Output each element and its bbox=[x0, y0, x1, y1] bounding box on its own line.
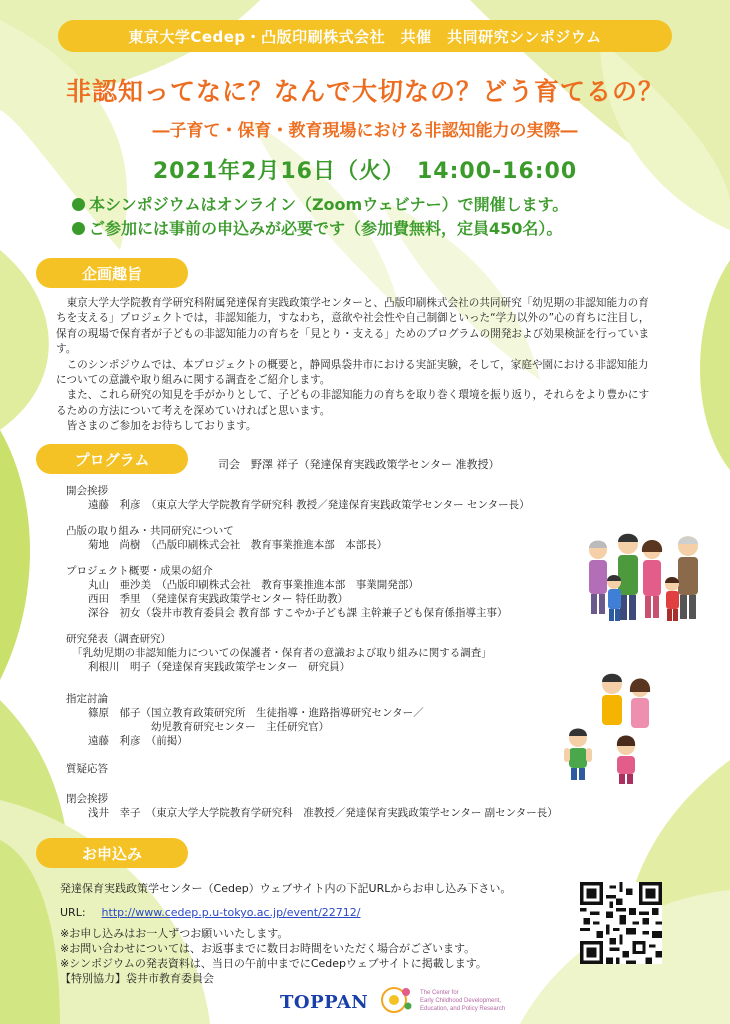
parents-children-illustration bbox=[556, 666, 666, 786]
program-item bbox=[66, 762, 606, 776]
notice-text: ご参加には事前の申込みが必要です（参加費無料，定員450名）。 bbox=[89, 219, 563, 238]
purpose-text bbox=[56, 296, 656, 435]
program-speaker: 西田 季里 （発達保育実践政策学センター 特任助教） bbox=[88, 593, 349, 605]
toppan-logo: TOPPAN bbox=[280, 992, 369, 1013]
main-title: 非認知ってなに？なんで大切なの？どう育てるの？ bbox=[65, 77, 664, 106]
subtitle: ―子育て・保育・教育現場における非認知能力の実際― bbox=[152, 121, 578, 141]
cedep-logo bbox=[380, 982, 530, 1018]
program-item-title: 質疑応答 bbox=[66, 763, 108, 775]
notes bbox=[60, 926, 487, 986]
program-item-title: プロジェクト概要・成果の紹介 bbox=[66, 565, 213, 577]
purpose-paragraph: このシンポジウムでは、本プロジェクトの概要と，静岡県袋井市における実証実験，そして，家庭や園における非認知能力についての意識や取り組みに関する調査をご紹介します。 bbox=[56, 358, 649, 387]
section-heading-program: プログラム bbox=[36, 444, 188, 474]
program-item bbox=[66, 792, 606, 820]
notice-online bbox=[72, 192, 568, 215]
cedep-name-line: Early Childhood Development, bbox=[420, 998, 502, 1004]
note-item: ※シンポジウムの発表資料は、当日の午前中までにCedepウェブサイトに掲載します。 bbox=[60, 957, 487, 970]
program-item-title: 閉会挨拶 bbox=[66, 793, 108, 805]
program-speaker: 遠藤 利彦 （東京大学大学院教育学研究科 教授／発達保育実践政策学センター センター長） bbox=[88, 499, 530, 511]
url-label: URL: bbox=[60, 906, 86, 919]
note-item: ※お申し込みはお一人ずつお願いいたします。 bbox=[60, 927, 289, 940]
note-item: ※お問い合わせについては、お返事までに数日お時間をいただく場合がございます。 bbox=[60, 942, 476, 955]
program-speaker: 幼児教育研究センター 主任研究官） bbox=[88, 721, 330, 733]
moderator: 司会 野澤 祥子（発達保育実践政策学センター 准教授） bbox=[218, 458, 500, 471]
notice-registration bbox=[72, 216, 562, 239]
special-cooperation: 【特別協力】袋井市教育委員会 bbox=[60, 972, 214, 985]
bullet-icon bbox=[72, 222, 85, 235]
purpose-paragraph: また、これら研究の知見を手がかりとして、子どもの非認知能力の育ちを取り巻く環境を振り返り，それらをより豊かにするための方法について考えを深めていければと思います。 bbox=[56, 389, 650, 417]
program-list bbox=[66, 484, 606, 832]
section-heading-apply: お申込み bbox=[36, 838, 188, 868]
program-item bbox=[66, 484, 606, 512]
apply-instructions: 発達保育実践政策学センター（Cedep）ウェブサイト内の下記URLからお申し込み下さい。 bbox=[60, 882, 512, 895]
program-item bbox=[66, 564, 606, 620]
registration-link[interactable]: http://www.cedep.p.u-tokyo.ac.jp/event/22712/ bbox=[101, 906, 361, 919]
program-item bbox=[66, 524, 606, 552]
program-item bbox=[66, 632, 606, 674]
program-item-title: 研究発表（調査研究） bbox=[66, 633, 171, 645]
program-speaker: 篠原 郁子（国立教育政策研究所 生徒指導・進路指導研究センター／ bbox=[88, 707, 424, 719]
program-speaker: 遠藤 利彦 （前掲） bbox=[88, 735, 188, 747]
qr-code-icon[interactable] bbox=[580, 882, 662, 964]
program-talk-title: 「乳幼児期の非認知能力についての保護者・保育者の意識および取り組みに関する調査」 bbox=[72, 647, 492, 659]
program-item-title: 開会挨拶 bbox=[66, 485, 108, 497]
url-line bbox=[60, 906, 361, 919]
program-speaker: 利根川 明子（発達保育実践政策学センター 研究員） bbox=[88, 661, 351, 673]
purpose-paragraph: 東京大学大学院教育学研究科附属発達保育実践政策学センターと、凸版印刷株式会社の共同研究「幼児期の非認知能力の育ちを支える」プロジェクトでは，非認知能力，すなわち，意欲や社会性や自己制御といった“学力以外の”心の育ちに注目し，保育の現場で保育者が子どもの非認知能力の育ちを「見とり・支える」ためのプログラムの開発および効果検証を行っています。 bbox=[56, 297, 650, 356]
cedep-name-line: Education, and Policy Research bbox=[420, 1006, 506, 1012]
program-item-title: 凸版の取り組み・共同研究について bbox=[66, 525, 234, 537]
program-speaker: 菊地 尚樹 （凸版印刷株式会社 教育事業推進本部 本部長） bbox=[88, 539, 388, 551]
cedep-name-line: The Center for bbox=[420, 990, 459, 996]
top-banner: 東京大学Cedep・凸版印刷株式会社 共催 共同研究シンポジウム bbox=[58, 20, 672, 52]
program-speaker: 浅井 幸子 （東京大学大学院教育学研究科 准教授／発達保育実践政策学センター 副センター長） bbox=[88, 807, 558, 819]
program-speaker: 丸山 亜沙美 （凸版印刷株式会社 教育事業推進本部 事業開発部） bbox=[88, 579, 419, 591]
event-date: 2021年2月16日（火） 14:00-16:00 bbox=[152, 159, 578, 184]
section-heading-purpose: 企画趣旨 bbox=[36, 258, 188, 288]
bullet-icon bbox=[72, 198, 85, 211]
family-illustration bbox=[580, 526, 710, 626]
program-item-title: 指定討論 bbox=[66, 693, 108, 705]
program-item bbox=[66, 692, 606, 748]
notice-text: 本シンポジウムはオンライン（Zoomウェビナー）で開催します。 bbox=[89, 195, 569, 214]
purpose-paragraph: 皆さまのご参加をお待ちしております。 bbox=[66, 420, 257, 433]
program-speaker: 深谷 初女（袋井市教育委員会 教育部 すこやか子ども課 主幹兼子ども保育係指導主事） bbox=[88, 607, 508, 619]
